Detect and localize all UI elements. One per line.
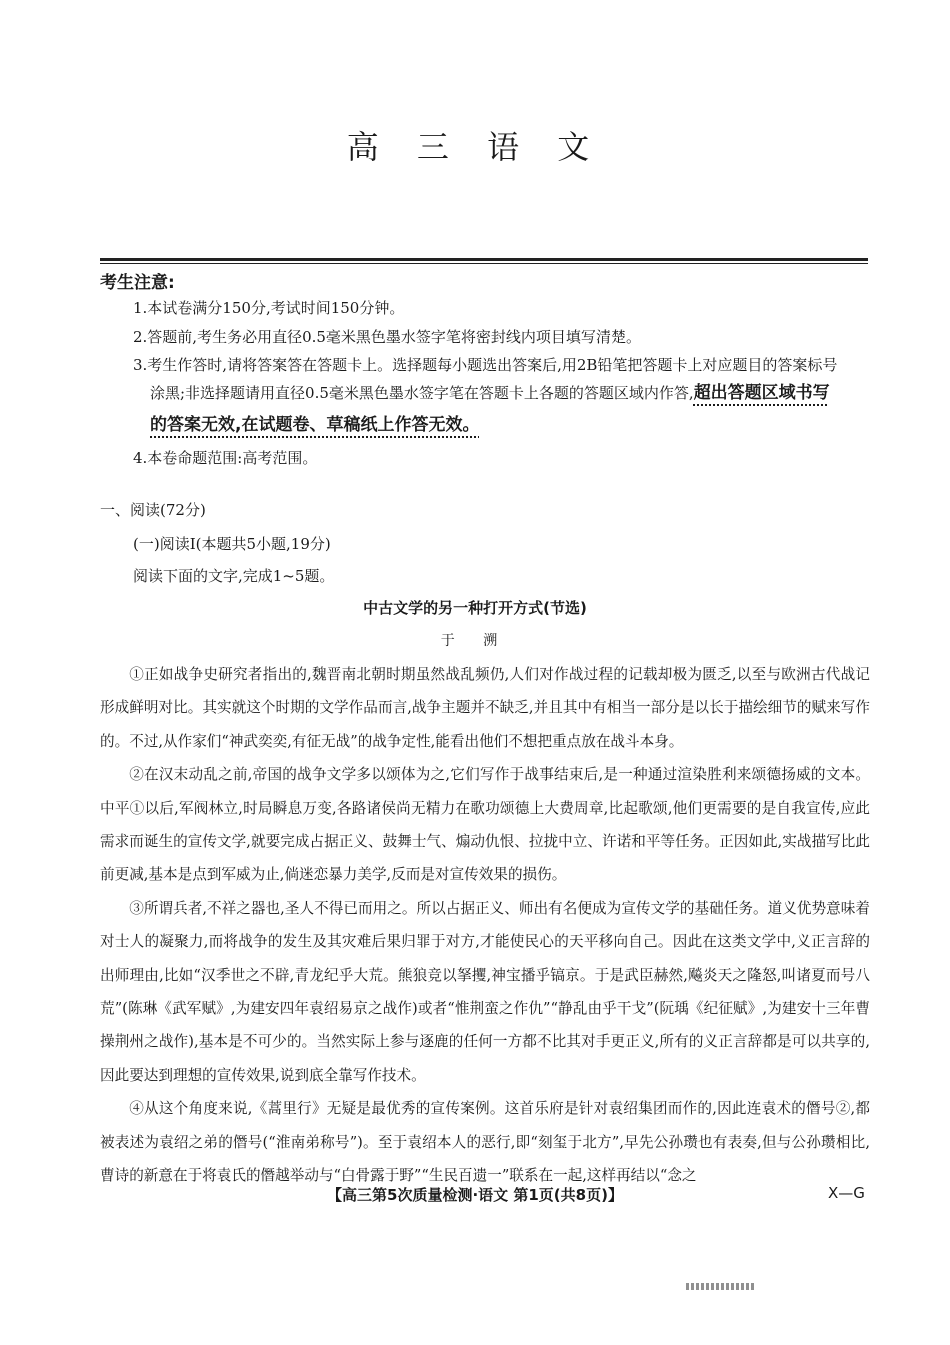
scan-stamp-mark — [686, 1283, 756, 1290]
notice-emphasis-1: 超出答题区域书写 — [693, 383, 830, 403]
notice-item-3-line2 — [150, 379, 873, 407]
notice-heading: 考生注意: — [100, 273, 175, 293]
subsection-heading: (一)阅读Ⅰ(本题共5小题,19分) — [133, 535, 331, 553]
notice-item-4: 4.本卷命题范围:高考范围。 — [133, 449, 318, 467]
article-body — [100, 658, 870, 1193]
notice-item-2: 2.答题前,考生务必用直径0.5毫米黑色墨水签字笔将密封线内项目填写清楚。 — [133, 328, 641, 346]
notice-item-1: 1.本试卷满分150分,考试时间150分钟。 — [133, 299, 405, 317]
section-heading: 一、阅读(72分) — [100, 501, 206, 519]
page-title: 高 三 语 文 — [346, 128, 604, 166]
article-title: 中古文学的另一种打开方式(节选) — [363, 599, 587, 617]
notice-item-3-text: 涂黑;非选择题请用直径0.5毫米黑色墨水签字笔在答题卡上各题的答题区域内作答, — [150, 384, 694, 402]
article-paragraph-1: ①正如战争史研究者指出的,魏晋南北朝时期虽然战乱频仍,人们对作战过程的记载却极为匮乏,以至与欧洲古代战记形成鲜明对比。其实就这个时期的文学作品而言,战争主题并不缺乏,并且其中有相当一部分是以长于描绘细节的赋来写作的。不过,从作家们“神武奕奕,有征无战”的战争定性,能看出他们不想把重点放在战斗本身。 — [100, 666, 870, 750]
article-paragraph-4: ④从这个角度来说,《蒿里行》无疑是最优秀的宣传案例。这首乐府是针对袁绍集团而作的,因此连袁术的僭号②,都被表述为袁绍之弟的僭号(“淮南弟称号”)。至于袁绍本人的恶行,即“刻玺于北方”,早先公孙瓒也有表奏,但与公孙瓒相比,曹诗的新意在于将袁氏的僭越举动与“白骨露于野”“生民百遗一”联系在一起,这样再结以“念之 — [100, 1100, 870, 1185]
header-rule-thin — [100, 263, 868, 264]
page-footer: 【高三第5次质量检测·语文 第1页(共8页)】 — [327, 1186, 623, 1204]
article-paragraph-2: ②在汉末动乱之前,帝国的战争文学多以颂体为之,它们写作于战事结束后,是一种通过渲染胜利来颂德扬威的文本。中平①以后,军阀林立,时局瞬息万变,各路诸侯尚无精力在歌功颂德上大费周章,比起歌颂,他们更需要的是自我宣传,应此需求而诞生的宣传文学,就要完成占据正义、鼓舞士气、煽动仇恨、拉拢中立、许诺和平等任务。正因如此,实战描写比此前更减,基本是点到军威为止,倘迷恋暴力美学,反而是对宣传效果的损伤。 — [100, 766, 870, 884]
notice-emphasis-2: 的答案无效,在试题卷、草稿纸上作答无效。 — [150, 415, 480, 435]
article-author: 于 溯 — [440, 633, 510, 649]
header-rule-thick — [100, 258, 868, 261]
article-paragraph-3: ③所谓兵者,不祥之器也,圣人不得已而用之。所以占据正义、师出有名便成为宣传文学的基础任务。道义优势意味着对士人的凝聚力,而将战争的发生及其灾难后果归罪于对方,才能使民心的天平移向自己。因此在这类文学中,义正言辞的出师理由,比如“汉季世之不辟,青龙纪乎大荒。熊狼竞以拏攫,神宝播乎镐京。于是武臣赫然,飚炎天之隆怒,叫诸夏而号八荒”(陈琳《武军赋》,为建安四年袁绍易京之战作)或者“惟荆蛮之作仇”“静乱由乎干戈”(阮瑀《纪征赋》,为建安十三年曹操荆州之战作),基本是不可少的。当然实际上参与逐鹿的任何一方都不比其对手更正义,所有的义正言辞都是可以共享的,因此要达到理想的宣传效果,说到底全靠写作技术。 — [100, 899, 870, 1084]
reading-instruction: 阅读下面的文字,完成1~5题。 — [133, 567, 335, 585]
notice-item-3-line1: 3.考生作答时,请将答案答在答题卡上。选择题每小题选出答案后,用2B铅笔把答题卡上对应题目的答案标号 — [133, 356, 838, 374]
notice-item-3 — [133, 351, 873, 439]
paper-code: X—G — [828, 1184, 865, 1202]
